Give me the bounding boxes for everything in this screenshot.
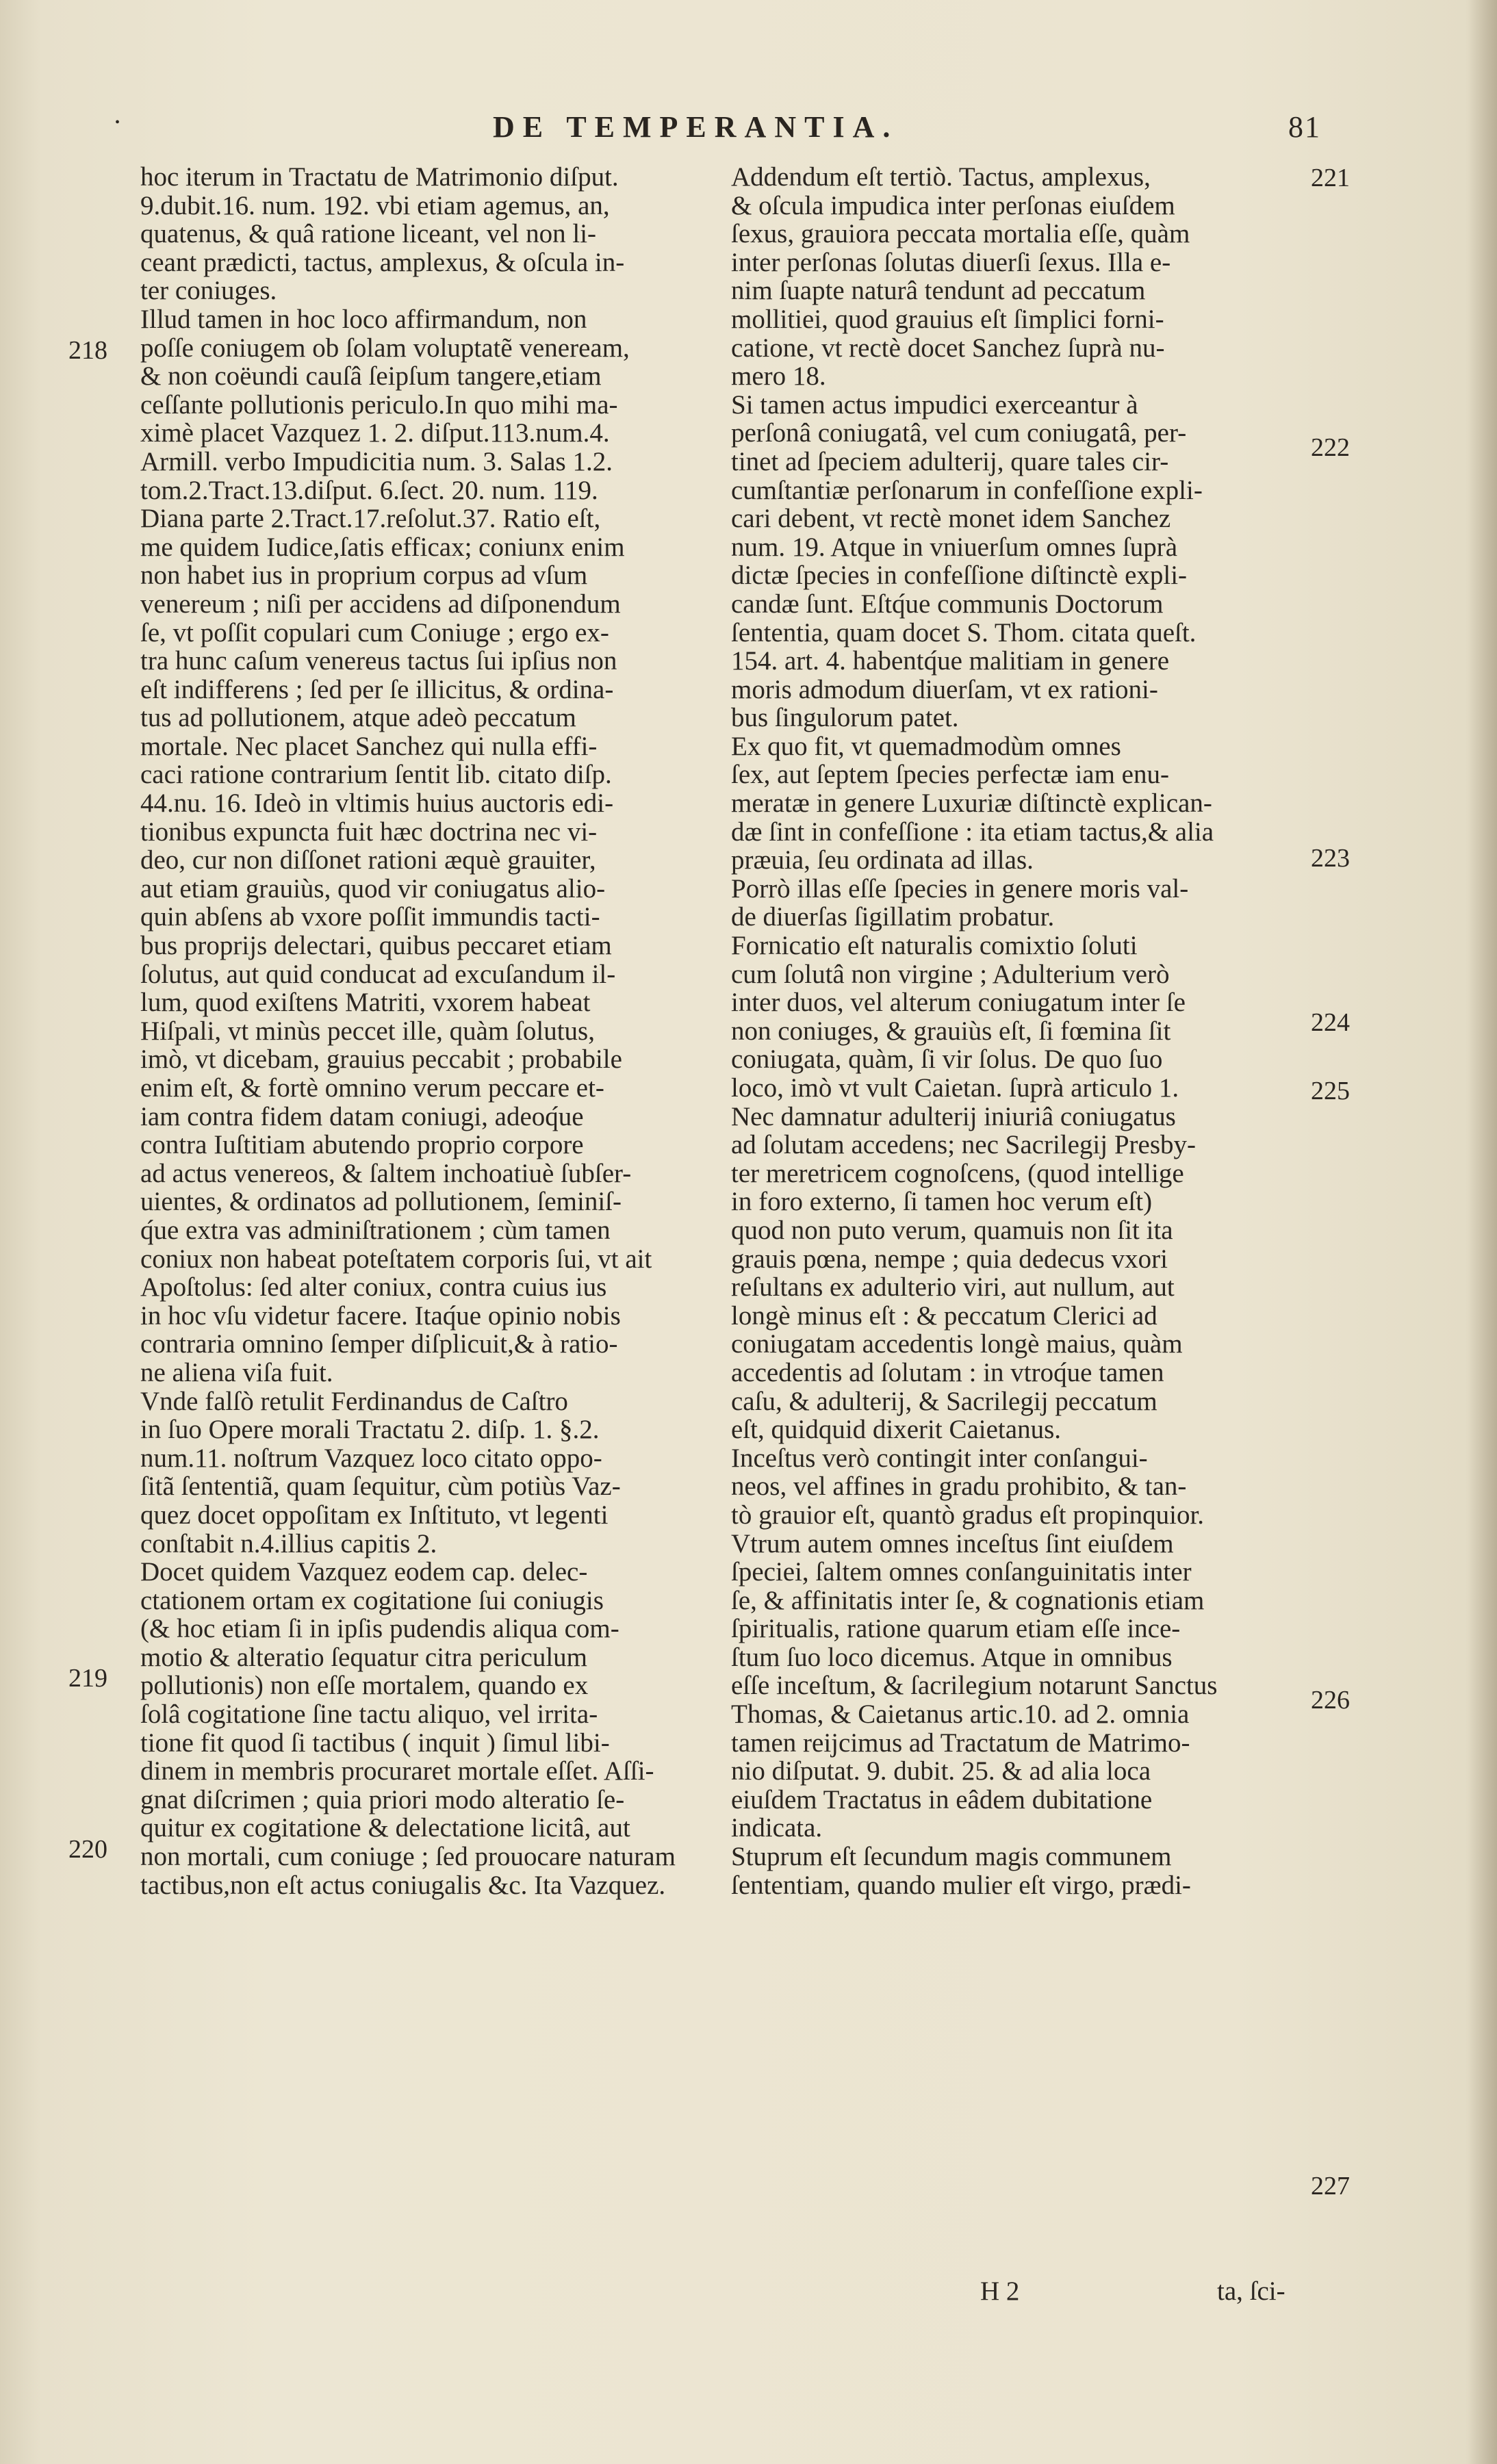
- text-line: de diuerſas ſigillatim probatur.: [731, 902, 1055, 932]
- text-line: inter perſonas ſolutas diuerſi ſexus. Illa e-: [731, 247, 1171, 277]
- text-line: coniugatam accedentis longè maius, quàm: [731, 1329, 1183, 1359]
- text-line: tione fit quod ſi tactibus ( inquit ) ſimul libi-: [140, 1728, 610, 1758]
- text-line: non habet ius in proprium corpus ad vſum: [140, 561, 588, 591]
- text-line: Nec damnatur adulterij iniuriâ coniugatus: [731, 1101, 1176, 1131]
- text-line: ximè placet Vazquez 1. 2. diſput.113.num.4.: [140, 418, 610, 448]
- margin-number-224: 224: [1311, 1008, 1350, 1037]
- text-line: dinem in membris procuraret mortale eſſet. Aſſi-: [140, 1756, 654, 1786]
- text-line: cumſtantiæ perſonarum in confeſſione expli-: [731, 475, 1203, 505]
- text-line: nim ſuapte naturâ tendunt ad peccatum: [731, 276, 1146, 306]
- margin-number-218: 218: [68, 336, 107, 365]
- margin-number-222: 222: [1311, 433, 1350, 462]
- text-line: non mortali, cum coniuge ; ſed prouocare naturam: [140, 1842, 676, 1872]
- text-line: ctationem ortam ex cogitatione ſui coniugis: [140, 1585, 604, 1615]
- margin-number-219: 219: [68, 1664, 107, 1693]
- text-line: ceſſante pollutionis periculo.In quo mihi ma-: [140, 389, 618, 420]
- text-line: caci ratione contrarium ſentit lib. citato diſp.: [140, 760, 612, 790]
- text-line: 154. art. 4. habentq́ue malitiam in genere: [731, 646, 1170, 676]
- text-line: bus ſingulorum patet.: [731, 703, 959, 733]
- signature-mark: H 2: [980, 2276, 1020, 2306]
- text-line: tom.2.Tract.13.diſput. 6.ſect. 20. num. 119.: [140, 475, 598, 505]
- text-line: poſſe coniugem ob ſolam voluptatẽ veneream,: [140, 333, 630, 363]
- margin-number-223: 223: [1311, 844, 1350, 873]
- text-line: ceant prædicti, tactus, amplexus, & oſcula in-: [140, 247, 625, 277]
- text-line: Porrò illas eſſe ſpecies in genere moris val-: [731, 873, 1189, 903]
- text-line: ter coniuges.: [140, 276, 277, 306]
- text-line: tò grauior eſt, quantò gradus eſt propinquior.: [731, 1500, 1205, 1530]
- running-title: DE TEMPERANTIA.: [493, 110, 899, 144]
- text-line: 9.dubit.16. num. 192. vbi etiam agemus, an,: [140, 190, 610, 220]
- text-line: Inceſtus verò contingit inter conſangui-: [731, 1443, 1148, 1473]
- text-line: & oſcula impudica inter perſonas eiuſdem: [731, 190, 1175, 220]
- text-line: moris admodum diuerſam, vt ex rationi-: [731, 674, 1158, 704]
- text-line: Vnde falſò retulit Ferdinandus de Caſtro: [140, 1386, 568, 1416]
- text-line: tinet ad ſpeciem adulterij, quare tales cir-: [731, 446, 1169, 476]
- text-line: ſe, vt poſſit copulari cum Coniuge ; ergo ex-: [140, 617, 609, 647]
- text-line: Docet quidem Vazquez eodem cap. delec-: [140, 1557, 588, 1587]
- text-line: iam contra fidem datam coniugi, adeoq́ue: [140, 1101, 584, 1131]
- text-line: præuia, ſeu ordinata ad illas.: [731, 845, 1034, 875]
- text-line: quitur ex cogitatione & delectatione licitâ, aut: [140, 1813, 630, 1843]
- text-line: motio & alteratio ſequatur citra periculum: [140, 1642, 588, 1672]
- text-line: imò, vt dicebam, grauius peccabit ; probabile: [140, 1044, 622, 1075]
- text-line: ſtum ſuo loco dicemus. Atque in omnibus: [731, 1642, 1173, 1672]
- text-line: Armill. verbo Impudicitia num. 3. Salas 1.2.: [140, 446, 613, 476]
- text-line: in hoc vſu videtur facere. Itaq́ue opinio nobis: [140, 1300, 621, 1331]
- text-line: Fornicatio eſt naturalis comixtio ſoluti: [731, 931, 1138, 961]
- text-line: eſt indifferens ; ſed per ſe illicitus, & ordina-: [140, 674, 614, 704]
- margin-number-226: 226: [1311, 1686, 1350, 1715]
- text-line: inter duos, vel alterum coniugatum inter ſe: [731, 988, 1186, 1018]
- text-line: (& hoc etiam ſi in ipſis pudendis aliqua com-: [140, 1614, 619, 1644]
- text-line: Si tamen actus impudici exerceantur à: [731, 389, 1138, 420]
- text-line: meratæ in genere Luxuriæ diſtinctè explican-: [731, 788, 1212, 819]
- text-line: reſultans ex adulterio viri, aut nullum, aut: [731, 1272, 1175, 1302]
- margin-number-220: 220: [68, 1835, 107, 1864]
- text-line: me quidem Iudice,ſatis efficax; coniunx enim: [140, 532, 625, 562]
- text-line: quatenus, & quâ ratione liceant, vel non li-: [140, 219, 597, 249]
- text-line: indicata.: [731, 1813, 823, 1843]
- text-line: mero 18.: [731, 361, 826, 392]
- text-line: longè minus eſt : & peccatum Clerici ad: [731, 1300, 1157, 1331]
- text-line: dæ ſint in confeſſione : ita etiam tactus,& alia: [731, 817, 1214, 847]
- text-line: ſexus, grauiora peccata mortalia eſſe, quàm: [731, 219, 1190, 249]
- text-line: ad actus venereos, & ſaltem inchoatiuè ſubſer-: [140, 1158, 632, 1188]
- margin-number-225: 225: [1311, 1077, 1350, 1105]
- text-line: ſolâ cogitatione ſine tactu aliquo, vel irrita-: [140, 1699, 598, 1730]
- text-line: deo, cur non diſſonet rationi æquè grauiter,: [140, 845, 596, 875]
- text-line: tamen reijcimus ad Tractatum de Matrimo-: [731, 1728, 1190, 1758]
- page-edge-shadow: [1468, 0, 1497, 2464]
- text-line: tionibus expuncta fuit hæc doctrina nec vi-: [140, 817, 598, 847]
- text-line: mortale. Nec placet Sanchez qui nulla effi-: [140, 731, 598, 761]
- text-line: nio diſputat. 9. dubit. 25. & ad alia loca: [731, 1756, 1151, 1786]
- text-line: contraria omnino ſemper diſplicuit,& à ratio-: [140, 1329, 618, 1359]
- text-line: ſententia, quam docet S. Thom. citata queſt.: [731, 617, 1197, 647]
- text-line: in ſuo Opere morali Tractatu 2. diſp. 1. §.2.: [140, 1415, 600, 1445]
- text-line: coniugata, quàm, ſi vir ſolus. De quo ſuo: [731, 1044, 1163, 1075]
- text-line: 44.nu. 16. Ideò in vltimis huius auctoris edi-: [140, 788, 614, 819]
- text-line: non coniuges, & grauiùs eſt, ſi fœmina ſit: [731, 1016, 1171, 1046]
- text-line: Ex quo fit, vt quemadmodùm omnes: [731, 731, 1121, 761]
- text-line: Diana parte 2.Tract.17.reſolut.37. Ratio eſt,: [140, 504, 601, 534]
- text-line: Illud tamen in hoc loco affirmandum, non: [140, 304, 587, 334]
- text-line: num. 19. Atque in vniuerſum omnes ſuprà: [731, 532, 1178, 562]
- text-line: enim eſt, & fortè omnino verum peccare et-: [140, 1073, 604, 1103]
- text-line: tra hunc caſum venereus tactus ſui ipſius non: [140, 646, 617, 676]
- text-line: accedentis ad ſolutam : in vtroq́ue tamen: [731, 1357, 1164, 1387]
- text-line: quin abſens ab vxore poſſit immundis tacti-: [140, 902, 600, 932]
- text-line: gnat diſcrimen ; quia priori modo alteratio ſe-: [140, 1784, 625, 1814]
- text-line: contra Iuſtitiam abutendo proprio corpore: [140, 1130, 584, 1160]
- text-line: neos, vel affines in gradu prohibito, & tan-: [731, 1472, 1187, 1502]
- text-line: mollitiei, quod grauius eſt ſimplici forni-: [731, 304, 1164, 334]
- text-line: in foro externo, ſi tamen hoc verum eſt): [731, 1187, 1153, 1217]
- text-line: ſpiritualis, ratione quarum etiam eſſe ince-: [731, 1614, 1181, 1644]
- text-line: hoc iterum in Tractatu de Matrimonio diſput.: [140, 162, 619, 192]
- text-line: ſpeciei, ſaltem omnes conſanguinitatis inter: [731, 1557, 1192, 1587]
- text-line: Thomas, & Caietanus artic.10. ad 2. omnia: [731, 1699, 1190, 1730]
- text-line: bus proprijs delectari, quibus peccaret etiam: [140, 931, 612, 961]
- text-line: ne aliena viſa fuit.: [140, 1357, 333, 1387]
- text-line: dictæ ſpecies in confeſſione diſtinctè expli-: [731, 561, 1188, 591]
- text-line: tactibus,non eſt actus coniugalis &c. Ita Vazquez.: [140, 1870, 666, 1900]
- text-line: Addendum eſt tertiò. Tactus, amplexus,: [731, 162, 1151, 192]
- text-line: tus ad pollutionem, atque adeò peccatum: [140, 703, 576, 733]
- text-line: loco, imò vt vult Caietan. ſuprà articulo 1.: [731, 1073, 1179, 1103]
- text-line: aut etiam grauiùs, quod vir coniugatus alio-: [140, 873, 606, 903]
- margin-number-221: 221: [1311, 164, 1350, 192]
- text-line: cum ſolutâ non virgine ; Adulterium verò: [731, 959, 1170, 989]
- text-line: Apoſtolus: ſed alter coniux, contra cuius ius: [140, 1272, 607, 1302]
- text-line: eſſe inceſtum, & ſacrilegium notarunt Sanctus: [731, 1671, 1218, 1701]
- left-text-column: [140, 163, 743, 1899]
- text-line: catione, vt rectè docet Sanchez ſuprà nu-: [731, 333, 1165, 363]
- text-line: conſtabit n.4.illius capitis 2.: [140, 1528, 437, 1558]
- text-line: uientes, & ordinatos ad pollutionem, ſeminiſ-: [140, 1187, 622, 1217]
- text-line: Vtrum autem omnes inceſtus ſint eiuſdem: [731, 1528, 1174, 1558]
- text-line: & non coëundi cauſâ ſeipſum tangere,etiam: [140, 361, 602, 392]
- right-text-column: [731, 163, 1296, 1899]
- text-line: quod non puto verum, quamuis non ſit ita: [731, 1215, 1173, 1245]
- page-header: [103, 110, 1321, 151]
- text-line: eſt, quidquid dixerit Caietanus.: [731, 1415, 1061, 1445]
- text-line: ſententiam, quando mulier eſt virgo, prædi-: [731, 1870, 1191, 1900]
- header-mark: •: [115, 115, 129, 130]
- text-line: grauis pœna, nempe ; quia dedecus vxori: [731, 1244, 1168, 1274]
- text-line: Stuprum eſt ſecundum magis communem: [731, 1842, 1172, 1872]
- text-line: ter meretricem cognoſcens, (quod intellige: [731, 1158, 1184, 1188]
- text-line: ſex, aut ſeptem ſpecies perfectæ iam enu-: [731, 760, 1169, 790]
- text-line: ſolutus, aut quid conducat ad excuſandum il-: [140, 959, 616, 989]
- text-line: ſitã ſententiã, quam ſequitur, cùm potiùs Vaz-: [140, 1472, 621, 1502]
- folio-number: 81: [1288, 110, 1321, 144]
- text-line: coniux non habeat poteſtatem corporis ſui, vt ait: [140, 1244, 652, 1274]
- text-line: num.11. noſtrum Vazquez loco citato oppo-: [140, 1443, 602, 1473]
- text-line: eiuſdem Tractatus in eâdem dubitatione: [731, 1784, 1153, 1814]
- text-line: ſe, & affinitatis inter ſe, & cognationis etiam: [731, 1585, 1205, 1615]
- text-line: venereum ; niſi per accidens ad diſponendum: [140, 589, 621, 619]
- text-line: quez docet oppoſitam ex Inſtituto, vt legenti: [140, 1500, 609, 1530]
- text-line: pollutionis) non eſſe mortalem, quando ex: [140, 1671, 589, 1701]
- text-line: candæ ſunt. Eſtq́ue communis Doctorum: [731, 589, 1164, 619]
- text-line: ad ſolutam accedens; nec Sacrilegij Presby-: [731, 1130, 1196, 1160]
- text-line: perſonâ coniugatâ, vel cum coniugatâ, per-: [731, 418, 1187, 448]
- text-line: cari debent, vt rectè monet idem Sanchez: [731, 504, 1171, 534]
- text-line: lum, quod exiſtens Matriti, vxorem habeat: [140, 988, 591, 1018]
- text-line: q́ue extra vas adminiſtrationem ; cùm tamen: [140, 1215, 611, 1245]
- text-line: caſu, & adulterij, & Sacrilegij peccatum: [731, 1386, 1157, 1416]
- text-line: Hiſpali, vt minùs peccet ille, quàm ſolutus,: [140, 1016, 595, 1046]
- catchword: ta, ſci-: [1217, 2276, 1285, 2306]
- margin-number-227: 227: [1311, 2172, 1350, 2200]
